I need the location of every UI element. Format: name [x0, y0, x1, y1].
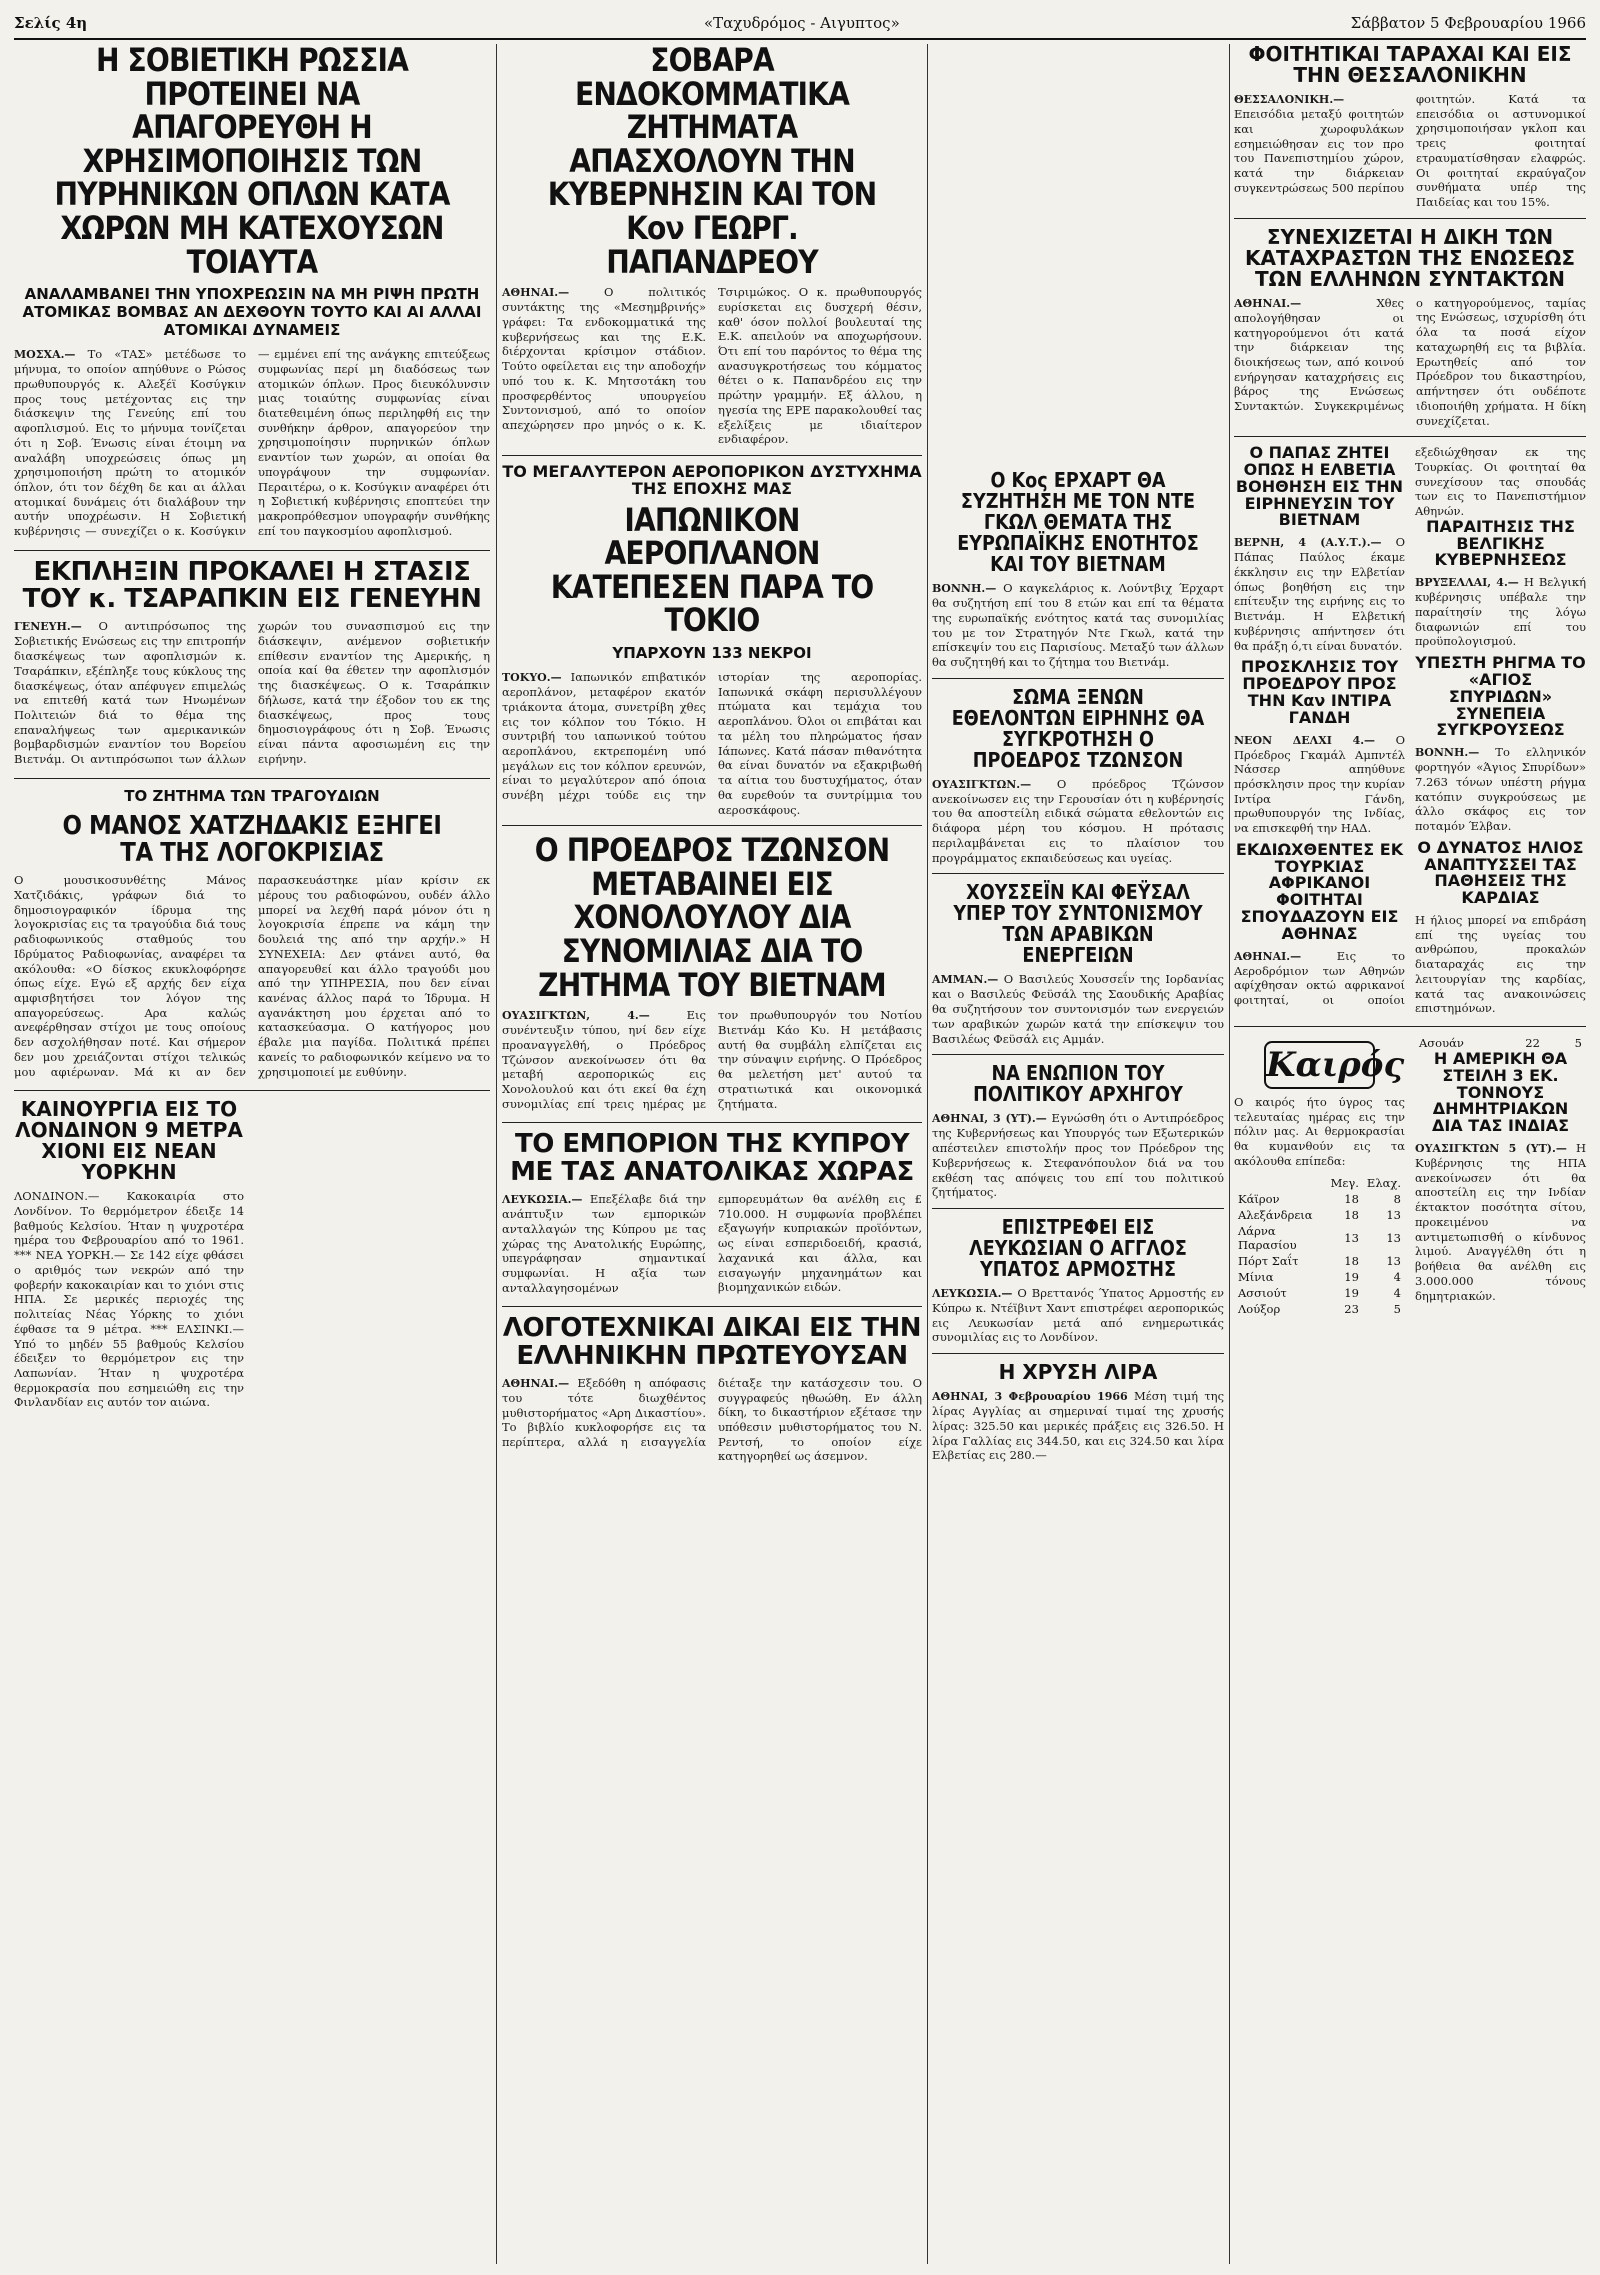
- article-peace-corps: [932, 684, 1224, 866]
- article-soviet-nuclear: [14, 41, 490, 542]
- article-body: ΟΥΑΣΙΓΚΤΩΝ, 4.— Εις συνέντευξιν τύπου, ηνί δεν είχε προαναγγελθή, ο Πρόεδρος Τζώνσον ανεκοίνωσεν ότι θα μεταβή αεροπορικώς εις Χονολουλού και ότι εκεί θα έχη συνομιλίας επί τρεις ημέρας με τον πρωθυπουργόν του Νοτίου Βιετνάμ Κάο Κυ. Η μετάβασις αυτή θα συμβάλη ελπίζεται εις την σύναψιν ειρήνης. Ο Πρόεδρος θα μελετήση μετ' αυτού τα στρατιωτικά και οικονομικά ζητήματα.: [502, 1008, 922, 1111]
- article-body: ΑΘΗΝΑΙ.— Χθες απολογήθησαν οι κατηγορούμενοι ότι κατά την διάρκειαν της διοικήσεως των, από κοινού ενήργησαν καταχρήσεις εις βάρος της Ενώσεως Συντακτών. Συγκεκριμένως ο κατηγορούμενος, ταμίας της Ενώσεως, ισχυρίσθη ότι όλα τα ποσά είχον καταχωρηθή εις τα βιβλία. Ερωτηθείς από τον Πρόεδρον του δικαστηρίου, απήντησεν ότι ουδέποτε ιδιοποιήθη χρήματα. Η δίκη συνεχίζεται.: [1234, 295, 1586, 428]
- headline: Ο ΜΑΝΟΣ ΧΑΤΖΗΔΑΚΙΣ ΕΞΗΓΕΙ ΤΑ ΤΗΣ ΛΟΓΟΚΡΙΣΙΑΣ: [62, 810, 442, 868]
- headline: Ο ΔΥΝΑΤΟΣ ΗΛΙΟΣ ΑΝΑΠΤΥΣΣΕΙ ΤΑΣ ΠΑΘΗΣΕΙΣ ΤΗΣ ΚΑΡΔΙΑΣ: [1417, 837, 1584, 908]
- headline: ΛΟΓΟΤΕΧΝΙΚΑΙ ΔΙΚΑΙ ΕΙΣ ΤΗΝ ΕΛΛΗΝΙΚΗΝ ΠΡΩΤΕΥΟΥΣΑΝ: [502, 1313, 922, 1371]
- article-body: ΓΕΝΕΥΗ.— Ο αντιπρόσωπος της Σοβιετικής Ενώσεως εις την επιτροπήν διασκέψεως των αφοπλισμών κ. Τσαράπκιν, εξέπληξε τους κύκλους της διασκέψεως, όταν απέφυγεν επιμελώς να επιτεθή κατά των Ηνωμένων Πολιτειών διά το θέμα της επαναλήψεως των αμερικανικών βομβαρδισμών εναντίον του Βορείου Βιετνάμ. Οι αντιπρόσωποι των άλλων χωρών του συνασπισμού εις την διάσκεψιν, ανέμενον σοβιετικήν επίθεσιν εναντίον της Αμερικής, η οποία καί θα έθετεν την αφοπλισμόν της διασκέψεως. Ο κ. Τσαράπκιν δήλωσε, κατά την έξοδον του εκ της διασκέψεως, προς τους δημοσιογράφους ότι η Σοβ. Ένωσις είναι πάντα αφοσιωμένη εις την ειρήνην.: [14, 619, 490, 767]
- weather-row: [1234, 1285, 1405, 1301]
- weather-cell: 13: [1386, 1253, 1401, 1268]
- dateline: ΛΕΥΚΩΣΙΑ.—: [932, 1286, 1013, 1300]
- headline: Η ΣΟΒΙΕΤΙΚΗ ΡΩΣΣΙΑ ΠΡΟΤΕΙΝΕΙ ΝΑ ΑΠΑΓΟΡΕΥΘΗ Η ΧΡΗΣΙΜΟΠΟΙΗΣΙΣ ΤΩΝ ΠΥΡΗΝΙΚΩΝ ΟΠΛΩΝ ΚΑΤΑ ΧΩΡΩΝ ΜΗ ΚΑΤΕΧΟΥΣΩΝ ΤΟΙΑΥΤΑ: [54, 41, 450, 281]
- weather-title: Καιρός: [1264, 1041, 1375, 1089]
- dateline: ΒΟΝΝΗ.—: [932, 582, 997, 595]
- dateline: ΑΘΗΝΑΙ.—: [1234, 296, 1302, 310]
- page-header: [14, 10, 1586, 40]
- dateline: ΤΟΚΥΟ.—: [502, 671, 562, 685]
- article-body: ΛΟΝΔΙΝΟΝ.— Κακοκαιρία στο Λονδίνον. Το θερμόμετρον έδειξε 14 βαθμούς Κελσίου. Ήταν η ψυχροτέρα ημέρα του Φεβρουαρίου από το 1961. *** ΝΕΑ ΥΟΡΚΗ.— Σε 142 είχε φθάσει ο αριθμός των νεκρών από την φοβερήν κακοκαιρίαν και το χιόνι στις ΗΠΑ. Σε μερικές περιοχές της πολιτείας Νέας Υόρκης το χιόνι έφθασε τα 9 μέτρα. *** ΕΛΣΙΝΚΙ.— Υπό το μηδέν 55 βαθμούς Κελσίου έδειξεν το θερμόμετρον εις την Λαπωνίαν. Ήταν η ψυχροτέρα θερμοκρασία που εσημειώθη εις την Φινλανδίαν εις αυτόν τον αιώνα.: [14, 1189, 244, 1410]
- article-hussein-faisal: [932, 882, 1224, 1046]
- page-number: Σελίς 4η: [14, 14, 88, 32]
- weather-cell: 18: [1344, 1191, 1359, 1206]
- weather-cell: 23: [1344, 1301, 1359, 1316]
- weather-cell: Κάϊρον: [1238, 1191, 1280, 1206]
- headline: ΚΑΙΝΟΥΡΓΙΑ ΕΙΣ ΤΟ ΛΟΝΔΙΝΟΝ 9 ΜΕΤΡΑ ΧΙΟΝΙ ΕΙΣ ΝΕΑΝ ΥΟΡΚΗΝ: [15, 1097, 243, 1185]
- dateline: ΜΟΣΧΑ.—: [14, 348, 76, 362]
- headline: Ο ΠΡΟΕΔΡΟΣ ΤΖΩΝΣΟΝ ΜΕΤΑΒΑΙΝΕΙ ΕΙΣ ΧΟΝΟΛΟΥΛΟΥ ΔΙΑ ΣΥΝΟΜΙΛΙΑΣ ΔΙΑ ΤΟ ΖΗΤΗΜΑ ΤΟΥ ΒΙΕΤΝΑΜ: [534, 831, 890, 1004]
- article-body: ΑΘΗΝΑΙ, 3 Φεβρουαρίου 1966 Μέση τιμή της λίρας Αγγλίας αι σημεριναί τιμαί της χρυσής λίρας: 325.50 και μερικές πράξεις εις 326.50. Η λίρα Γαλλίας εις 344.50, και εις 324.50 και λίρα Ελβετίας εις 280.—: [932, 1389, 1225, 1463]
- column-4: [1234, 44, 1586, 1317]
- article-weather-cold: [14, 1099, 244, 1410]
- column-rule: [496, 44, 497, 2264]
- article-invitation-gandhi: [1234, 659, 1405, 836]
- article-pope-switzerland: [1234, 445, 1405, 653]
- article-cyprus-trade: [502, 1131, 922, 1298]
- weather-cell: 19: [1344, 1269, 1359, 1284]
- weather-row: [1234, 1301, 1405, 1317]
- article-body: ΒΟΝΝΗ.— Το ελληνικόν φορτηγόν «Άγιος Σπυρίδων» 7.263 τόνων υπέστη ρήγμα κατόπιν συγκρούσεως με άλλο σκάφος εις τον ποταμόν Έλβαν.: [1415, 745, 1586, 834]
- weather-cell: Μίνια: [1238, 1269, 1274, 1284]
- weather-text: Ο καιρός ήτο ύγρος τας τελευταίας ημέρας εις την πόλιν μας. Αι θερμοκρασίαι θα κυμανθούν εις τα ακόλουθα επίπεδα:: [1234, 1094, 1405, 1168]
- headline: ΙΑΠΩΝΙΚΟΝ ΑΕΡΟΠΛΑΝΟΝ ΚΑΤΕΠΕΣΕΝ ΠΑΡΑ ΤΟ ΤΟΚΙΟ: [550, 500, 874, 640]
- headline: Η ΑΜΕΡΙΚΗ ΘΑ ΣΤΕΙΛΗ 3 ΕΚ. ΤΟΝΝΟΥΣ ΔΗΜΗΤΡΙΑΚΩΝ ΔΙΑ ΤΑΣ ΙΝΔΙΑΣ: [1431, 1048, 1570, 1136]
- headline: Η ΧΡΥΣΗ ΛΙΡΑ: [998, 1360, 1158, 1385]
- dateline: ΝΕΟΝ ΔΕΛΧΙ 4.—: [1234, 733, 1376, 747]
- article-high-commissioner: [932, 1214, 1225, 1345]
- weather-row: [1234, 1253, 1405, 1269]
- dateline: ΓΕΝΕΥΗ.—: [14, 620, 82, 634]
- dateline: ΑΜΜΑΝ.—: [932, 973, 999, 987]
- article-body: ΑΘΗΝΑΙ.— Εις το Αεροδρόμιον των Αθηνών αφίχθησαν οκτώ αφρικανοί φοιτηταί, οι οποίοι εξεδιώχθησαν εκ της Τουρκίας. Οι φοιτηταί θα συνεχίσουν τας σπουδάς των εις το Πανεπιστήμιον Αθηνών.: [1234, 445, 1586, 1008]
- article-body: ΒΟΝΝΗ.— Ο καγκελάριος κ. Λούντβιχ Έρχαρτ θα συζητήση επί του 8 ετών και επί τα θέματα της ευρωπαϊκής ενότητος κατά τας συνομιλίας του με τον Στρατηγόν Ντε Γκωλ, κατά την επίσκεψίν του εις Παρισίους. Μεταξύ των άλλων θα συζητηθή και το ζήτημα του Βιετνάμ.: [932, 581, 1225, 669]
- weather-row: [1234, 1191, 1405, 1207]
- dateline: ΒΟΝΝΗ.—: [1415, 746, 1480, 760]
- weather-cell: Ασσιούτ: [1238, 1285, 1287, 1300]
- article-body: ΛΕΥΚΩΣΙΑ.— Επεξέλαβε διά την ανάπτυξιν των εμπορικών ανταλλαγών της Κύπρου με τας χώρας της Ανατολικής Ευρώπης, υπεγράφησαν σημαντικαί συμφωνίαι. Η αξία των ανταλλαγησομένων εμπορευμάτων θα ανέλθη εις £ 710.000. Η συμφωνία προβλέπει εξαγωγήν κυπριακών προϊόντων, ως είναι εσπεριδοειδή, κρασιά, λαχανικά και άλλα, και εισαγωγήν μηχανημάτων και βιομηχανικών ειδών.: [502, 1192, 922, 1295]
- headline: ΣΩΜΑ ΞΕΝΩΝ ΕΘΕΛΟΝΤΩΝ ΕΙΡΗΝΗΣ ΘΑ ΣΥΓΚΡΟΤΗΣΗ Ο ΠΡΟΕΔΡΟΣ ΤΖΩΝΣΟΝ: [951, 684, 1205, 772]
- article-belgian-govt: [1415, 516, 1587, 649]
- article-literary-trials: [502, 1315, 922, 1464]
- article-body: ΟΥΑΣΙΓΚΤΩΝ.— Ο πρόεδρος Τζώνσον ανεκοίνωσεν εις την Γερουσίαν ότι η κυβέρνησίς του θα αποστείλη ειδικά σώματα εθελοντών εις διάφορα μέρη του κόσμου. Η πρότασις περιλαμβάνεται εις το πλαίσιον του προγράμματος εκπαιδεύσεως και υγείας.: [932, 776, 1224, 865]
- weather-cell: 18: [1344, 1207, 1359, 1222]
- dateline: ΒΕΡΝΗ, 4 (Α.Υ.Τ.).—: [1234, 536, 1382, 550]
- weather-cell: 18: [1344, 1253, 1359, 1268]
- article-body: Ο μουσικοσυνθέτης Μάνος Χατζιδάκις, γράφων διά το δημοσιογραφικόν ίδρυμα της λογοκρισίας εις τα τραγούδια διά τους ραδιοφωνικούς σταθμούς του Ιδρύματος Ραδιοφωνίας, αναφέρει τα ακόλουθα: «Ο δίσκος εκυκλοφόρησε όπως είχε. Εγώ εξ αρχής δεν είχα αμφισβητήσει τον λόγον της απαγορεύσεως. Αρα καλώς ανεφέρθησαν στίχοι με τους οποίους δεν ασχολήθησαν ποτέ. Και σήμερον δεν μου χρειάζονται στίχοι τελικώς μου αφιέρωναν. Μά κι αν δεν παρασκευάστηκε μίαν κρίσιν εκ μέρους του ραδιοφώνου, ουδέν άλλο μπορεί να λεχθή παρά μόνον ότι η λογοκρισία έπρεπε να κάμη την δουλειά της από την αρχήν.» Η ΣΥΝΕΧΕΙΑ: Δεν φτάνει αυτό, θα απαγορευθεί και άλλο τραγούδι μου από την ΥΠΗΡΕΣΙΑ, που δεν είναι κανένας άλλος παρά το Ίδρυμα. Η αγανάκτηση μου έρχεται από το κατασκεύασμα. Ο κατήγορος μου έβαλε μια παγίδα. Πολιτικά πρέπει κανείς το ραδιοφωνικόν κείμενο να το χρησιμοποιεί με ευθύνην.: [14, 873, 490, 1079]
- weather-cell: 13: [1386, 1230, 1401, 1245]
- article-body: ΒΕΡΝΗ, 4 (Α.Υ.Τ.).— Ο Πάπας Παύλος έκαμε έκκλησιν εις την Ελβετίαν όπως βοηθήση εις την επίτευξιν της ειρήνης εις το Βιετνάμ. Η Ελβετική κυβέρνησις απήντησεν ότι θα πράξη ό,τι είναι δυνατόν.: [1234, 535, 1406, 653]
- weather-row: [1234, 1269, 1405, 1285]
- article-ship-collision: [1415, 655, 1586, 834]
- weather-header-cell: [1234, 1175, 1327, 1191]
- article-air-disaster: [502, 464, 922, 817]
- headline: ΣΟΒΑΡΑ ΕΝΔΟΚΟΜΜΑΤΙΚΑ ΖΗΤΗΜΑΤΑ ΑΠΑΣΧΟΛΟΥΝ ΤΗΝ ΚΥΒΕΡΝΗΣΙΝ ΚΑΙ ΤΟΝ Κον ΓΕΩΡΓ. ΠΑΠΑΝΔΡΕΟΥ: [547, 41, 877, 281]
- weather-cell: 13: [1386, 1207, 1401, 1222]
- dateline: ΟΥΑΣΙΓΚΤΩΝ, 4.—: [502, 1009, 650, 1023]
- weather-cell: 22: [1525, 1035, 1540, 1050]
- article-journalists-trial: [1234, 224, 1586, 428]
- headline: ΤΟ ΕΜΠΟΡΙΟΝ ΤΗΣ ΚΥΠΡΟΥ ΜΕ ΤΑΣ ΑΝΑΤΟΛΙΚΑΣ ΧΩΡΑΣ: [510, 1129, 914, 1187]
- article-student-unrest: [1234, 44, 1586, 210]
- article-political-leader: [932, 1063, 1224, 1200]
- article-johnson-honolulu: [502, 831, 922, 1114]
- article-body: ΑΘΗΝΑΙ, 3 (ΥΤ).— Εγνώσθη ότι ο Αντιπρόεδρος της Κυβερνήσεως και Υπουργός των Εξωτερικών απέστειλεν επιστολήν προς τον Πρόεδρον της Κυβερνήσεως κ. Στεφανόπουλον διά να του εκθέση τας απόψεις του επί του πολιτικού ζητήματος.: [932, 1111, 1225, 1200]
- dateline: ΛΕΥΚΩΣΙΑ.—: [502, 1193, 583, 1206]
- dateline: ΑΘΗΝΑΙ.—: [1234, 949, 1302, 963]
- weather-cell: 8: [1393, 1191, 1401, 1206]
- headline: ΦΟΙΤΗΤΙΚΑΙ ΤΑΡΑΧΑΙ ΚΑΙ ΕΙΣ ΤΗΝ ΘΕΣΣΑΛΟΝΙΚΗΝ: [1248, 42, 1572, 87]
- masthead-name: «Ταχυδρόμος - Αιγυπτος»: [704, 14, 900, 32]
- article-hatzidakis: [14, 787, 490, 1083]
- headline: ΧΟΥΣΣΕΪΝ ΚΑΙ ΦΕΫΣΑΛ ΥΠΕΡ ΤΟΥ ΣΥΝΤΟΝΙΣΜΟΥ ΤΩΝ ΑΡΑΒΙΚΩΝ ΕΝΕΡΓΕΙΩΝ: [953, 880, 1203, 968]
- weather-cell: Πόρτ Σαΐτ: [1238, 1253, 1299, 1268]
- kicker: ΤΟ ΖΗΤΗΜΑ ΤΩΝ ΤΡΑΓΟΥΔΙΩΝ: [124, 786, 380, 805]
- weather-cell: Ασουάν: [1419, 1035, 1464, 1050]
- article-body: ΑΜΜΑΝ.— Ο Βασιλεύς Χουσσεΐν της Ιορδανίας και ο Βασιλεύς Φεϋσάλ της Σαουδικής Αραβίας θα συζητήσουν τον συντονισμόν των ενεργειών των αραβικών χωρών κατά την επίσκεψιν του Βασιλέως Φεϋσάλ εις Αμμάν.: [932, 972, 1224, 1046]
- dateline: ΟΥΑΣΙΓΚΤΩΝ.—: [932, 777, 1032, 791]
- headline: ΕΠΙΣΤΡΕΦΕΙ ΕΙΣ ΛΕΥΚΩΣΙΑΝ Ο ΑΓΓΛΟΣ ΥΠΑΤΟΣ ΑΡΜΟΣΤΗΣ: [969, 1214, 1187, 1281]
- headline: ΝΑ ΕΝΩΠΙΟΝ ΤΟΥ ΠΟΛΙΤΙΚΟΥ ΑΡΧΗΓΟΥ: [973, 1061, 1183, 1107]
- dateline: ΟΥΑΣΙΓΚΤΩΝ 5 (ΥΤ).—: [1415, 1141, 1567, 1155]
- headline: ΥΠΕΣΤΗ ΡΗΓΜΑ ΤΟ «ΑΓΙΟΣ ΣΠΥΡΙΔΩΝ» ΣΥΝΕΠΕΙΑ ΣΥΓΚΡΟΥΣΕΩΣ: [1415, 653, 1586, 740]
- weather-cell: 19: [1344, 1285, 1359, 1300]
- article-body: ΘΕΣΣΑΛΟΝΙΚΗ.— Επεισόδια μεταξύ φοιτητών και χωροφυλάκων εσημειώθησαν εις τον προ του Πανεπιστημίου χώρον, κατά την διάρκειαν συγκεντρώσεως 500 περίπου φοιτητών. Κατά τα επεισόδια οι αστυνομικοί χρησιμοποιήσαν γκλοπ και τρεις φοιτηταί ετραυματίσθησαν ελαφρώς. Οι φοιτηταί εκραύγαζον συνθήματα υπέρ της Παιδείας και του 15%.: [1234, 92, 1586, 210]
- article-body: Η ήλιος μπορεί να επιδράση επί της υγείας του ανθρώπου, προκαλών διαταραχάς εις την λειτουργίαν της καρδίας, κατά τας ανακοινώσεις επιστημόνων.: [1415, 913, 1586, 1016]
- headline: ΕΚΠΛΗΞΙΝ ΠΡΟΚΑΛΕΙ Η ΣΤΑΣΙΣ ΤΟΥ κ. ΤΣΑΡΑΠΚΙΝ ΕΙΣ ΓΕΝΕΥΗΝ: [22, 556, 482, 614]
- dateline: ΑΘΗΝΑΙ, 3 Φεβρουαρίου 1966: [932, 1390, 1128, 1404]
- weather-cell: Λούξορ: [1238, 1301, 1281, 1316]
- article-body: ΑΘΗΝΑΙ.— Ο πολιτικός συντάκτης της «Μεσημβρινής» γράφει: Τα ενδοκομματικά της κυβερνήσεως και της Ε.Κ. διέρχονται κρίσιμον στάδιον. Τούτο οφείλεται εις την αποδοχήν υπό του κ. Κ. Μητσοτάκη του προσφερθέντος υπουργείου Συντονισμού, από το οποίον απεχώρησεν προ μηνός ο κ. Κ. Τσιριμώκος. Ο κ. πρωθυπουργός ευρίσκεται εις δυσχερή θέσιν, καθ' όσον πολλοί βουλευταί της Ε.Κ. απειλούν να αποχωρήσουν. Ότι επί του παρόντος το θέμα της ανασυγκροτήσεως του κόμματος θέτει ο κ. Παπανδρέου εις την πρώτην γραμμήν. Εξ άλλου, η ηγεσία της ΕΡΕ παρακολουθεί τας εξελίξεις με ιδιαίτερον ενδιαφέρον.: [502, 285, 922, 447]
- article-tsarapkin: [14, 556, 490, 770]
- column-rule: [927, 44, 928, 2264]
- weather-header-cell: Μεγ.: [1330, 1175, 1359, 1190]
- dateline: ΘΕΣΣΑΛΟΝΙΚΗ.—: [1234, 93, 1345, 106]
- article-sun-heart: [1415, 837, 1586, 1016]
- kicker: ΤΟ ΜΕΓΑΛΥΤΕΡΟΝ ΑΕΡΟΠΟΡΙΚΟΝ ΔΥΣΤΥΧΗΜΑ ΤΗΣ ΕΠΟΧΗΣ ΜΑΣ: [502, 462, 922, 498]
- subheadline: ΑΝΑΛΑΜΒΑΝΕΙ ΤΗΝ ΥΠΟΧΡΕΩΣΙΝ ΝΑ ΜΗ ΡΙΨΗ ΠΡΩΤΗ ΑΤΟΜΙΚΑΣ ΒΟΜΒΑΣ ΑΝ ΔΕΧΘΟΥΝ ΤΟΥΤΟ ΚΑΙ ΑΙ ΑΛΛΑΙ ΑΤΟΜΙΚΑΙ ΔΥΝΑΜΕΙΣ: [22, 285, 482, 340]
- weather-cell: 4: [1393, 1285, 1401, 1300]
- dateline: ΑΘΗΝΑΙ.—: [502, 286, 570, 300]
- article-erhard: [932, 470, 1224, 670]
- article-papandreou: [502, 41, 922, 447]
- headline: ΕΚΔΙΩΧΘΕΝΤΕΣ ΕΚ ΤΟΥΡΚΙΑΣ ΑΦΡΙΚΑΝΟΙ ΦΟΙΤΗΤΑΙ ΣΠΟΥΔΑΖΟΥΝ ΕΙΣ ΑΘΗΝΑΣ: [1235, 839, 1404, 943]
- issue-date: Σάββατον 5 Φεβρουαρίου 1966: [1350, 14, 1586, 32]
- subheadline: ΥΠΑΡΧΟΥΝ 133 ΝΕΚΡΟΙ: [612, 644, 812, 663]
- weather-cell: 5: [1393, 1301, 1401, 1316]
- headline: Ο Κος ΕΡΧΑΡΤ ΘΑ ΣΥΖΗΤΗΣΗ ΜΕ ΤΟΝ ΝΤΕ ΓΚΩΛ ΘΕΜΑΤΑ ΤΗΣ ΕΥΡΩΠΑΪΚΗΣ ΕΝΟΤΗΤΟΣ ΚΑΙ ΤΟΥ ΒΙΕΤΝΑΜ: [957, 468, 1199, 576]
- article-body: ΛΕΥΚΩΣΙΑ.— Ο Βρεττανός Ύπατος Αρμοστής εν Κύπρω κ. Ντέϊβιντ Χαντ επιστρέφει αεροπορικώς εις Λευκωσίαν μετά από ενημερωτικάς συνομιλίας εις το Λονδίνον.: [932, 1285, 1225, 1345]
- weather-row: [1234, 1223, 1405, 1253]
- article-us-grain-india: [1415, 1048, 1587, 1303]
- article-body: ΜΟΣΧΑ.— Το «ΤΑΣ» μετέδωσε το μήνυμα, το οποίον απηύθυνε ο Ρώσος πρωθυπουργός κ. Αλεξέϊ Κοσύγκιν προς τους μετέχοντας εις την διάσκεψιν της Γενεύης επί του αφοπλισμού. Εις το μήνυμα τονίζεται ότι η Σοβ. Ένωσις είναι έτοιμη να αναλάβη υποχρεώσεις όπως μη χρησιμοποιήση πρώτη το ατομικόν όπλον, ότι τον δέχθη δε και αι άλλαι ατομικαί δυνάμεις ότι διαλάβουν την αυτήν υποχρέωσιν. Η Σοβιετική κυβέρνησις — συνεχίζει ο κ. Κοσύγκιν — εμμένει επί της ανάγκης επιτεύξεως συμφωνίας περί μη διαδόσεως των ατομικών όπλων. Προς διευκόλυνσιν μιας τοιαύτης συμφωνίας είναι διατεθειμένη όπως περιληφθή εις την συνθήκην άρθρον, απαγορεύον την χρησιμοποίησιν πυρηνικών όπλων εναντίον των χωρών, αι οποίαι θα υπογράψουν την συμφωνίαν. Περαιτέρω, ο κ. Κοσύγκιν αναφέρει ότι η Σοβιετική κυβέρνησις εποπτεύει την μακροπρόθεσμον υπογραφήν συνθήκης επί του παγκοσμίου αφοπλισμού.: [14, 347, 490, 539]
- article-gold-sovereign: [932, 1362, 1224, 1463]
- weather-cell: 4: [1393, 1269, 1401, 1284]
- column-3: [932, 470, 1224, 1469]
- weather-cell: Αλεξάνδρεια: [1238, 1207, 1313, 1222]
- article-body: ΟΥΑΣΙΓΚΤΩΝ 5 (ΥΤ).— Η Κυβέρνησις της ΗΠΑ ανεκοίνωσεν ότι θα αποστείλη εις την Ινδίαν έκτακτον ποσότητα σίτου, προκειμένου να αντιμετωπισθή ο κίνδυνος λιμού. Αναγγέλθη ότι η βοήθεια θα ανέλθη εις 3.000.000 τόνους δημητριακών.: [1415, 1140, 1587, 1303]
- weather-header-cell: Ελαχ.: [1366, 1175, 1401, 1190]
- headline: ΣΥΝΕΧΙΖΕΤΑΙ Η ΔΙΚΗ ΤΩΝ ΚΑΤΑΧΡΑΣΤΩΝ ΤΗΣ ΕΝΩΣΕΩΣ ΤΩΝ ΕΛΛΗΝΩΝ ΣΥΝΤΑΚΤΩΝ: [1244, 224, 1576, 291]
- article-body: ΑΘΗΝΑΙ.— Εξεδόθη η απόφασις του τότε διωχθέντος μυθιστορήματος «Αρη Δικαστίου». Το βιβλίο κυκλοφορήσε εις τα περίπτερα, αλλά η εισαγγελία διέταξε την κατάσχεσιν του. Ο συγγραφεύς ηθωώθη. Εν άλλη δίκη, το δικαστήριον εξέτασε την υπόθεσιν μυθιστορήματος του Ν. Ρεντσή, το οποίον είχε κατηγορηθεί ως άσεμνον.: [502, 1375, 922, 1464]
- dateline: ΑΘΗΝΑΙ.—: [502, 1376, 570, 1390]
- dateline: ΑΘΗΝΑΙ, 3 (ΥΤ).—: [932, 1112, 1047, 1126]
- column-1: [14, 41, 490, 1416]
- column-rule: [1229, 44, 1230, 2264]
- article-body: ΒΡΥΞΕΛΛΑΙ, 4.— Η Βελγική κυβέρνησις υπέβαλε την παραίτησίν της λόγω διαφωνιών επί του προϋπολογισμού.: [1415, 575, 1587, 649]
- weather-cell: 5: [1574, 1035, 1582, 1050]
- article-body: ΤΟΚΥΟ.— Ιαπωνικόν επιβατικόν αεροπλάνον, μεταφέρον εκατόν τριάκοντα άτομα, συνετρίβη χθες εις τον κόλπον του Τόκιο. Η συντριβή του ιαπωνικού τούτου αεροπλάνου, εκτρεπομένη υπό μεγάλων εις τον κόλπον ερευνών, είναι το μεγαλύτερον από όποια συνέβη μέχρι τούδε εις την ιστορίαν της αεροπορίας. Ιαπωνικά σκάφη περισυλλέγουν πτώματα και τεμάχια του αεροπλάνου. Όλοι οι επιβάται και τα μέλη του πληρώματος ήσαν Ιάπωνες. Κατά πάσαν πιθανότητα θα είναι δυνατόν να εξακριβωθή τα αίτια του δυστυχήματος, όταν θα ευρεθούν τα συντρίμμια του αεροσκάφους.: [502, 670, 922, 817]
- headline: ΠΡΟΣΚΛΗΣΙΣ ΤΟΥ ΠΡΟΕΔΡΟΥ ΠΡΟΣ ΤΗΝ Καν ΙΝΤΙΡΑ ΓΑΝΔΗ: [1240, 657, 1399, 727]
- article-body: ΝΕΟΝ ΔΕΛΧΙ 4.— Ο Πρόεδρος Γκαμάλ Αμπντέλ Νάσσερ απηύθυνε πρόσκλησιν προς την κυρίαν Ιντίρα Γάνδη, πρωθυπουργόν της Ινδίας, να επισκεφθή την ΗΑΔ.: [1234, 732, 1406, 836]
- headline: ΠΑΡΑΙΤΗΣΙΣ ΤΗΣ ΒΕΛΓΙΚΗΣ ΚΥΒΕΡΝΗΣΕΩΣ: [1426, 516, 1575, 570]
- weather-cell: 13: [1344, 1230, 1359, 1245]
- weather-cell: Λάρνα Παρασίου: [1238, 1223, 1297, 1252]
- dateline: ΒΡΥΞΕΛΛΑΙ, 4.—: [1415, 576, 1519, 590]
- weather-row: [1234, 1207, 1405, 1223]
- headline: Ο ΠΑΠΑΣ ΖΗΤΕΙ ΟΠΩΣ Η ΕΛΒΕΤΙΑ ΒΟΗΘΗΣΗ ΕΙΣ ΤΗΝ ΕΙΡΗΝΕΥΣΙΝ ΤΟΥ ΒΙΕΤΝΑΜ: [1235, 443, 1404, 530]
- column-2: [502, 41, 922, 1464]
